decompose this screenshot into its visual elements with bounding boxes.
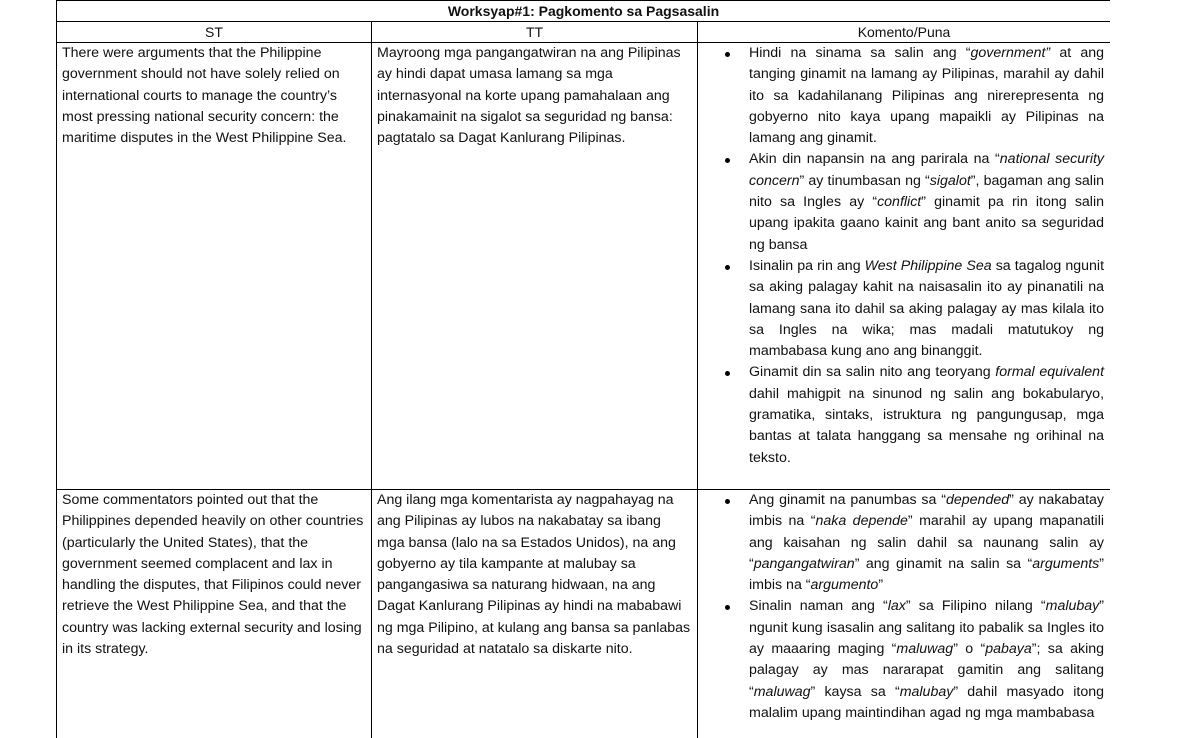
worksheet-page	[56, 0, 1110, 738]
column-header-komento: Komento/Puna	[698, 22, 1111, 43]
header-row	[57, 22, 1111, 43]
comment-text: Ang ginamit na panumbas sa “	[749, 492, 946, 508]
bullet-icon	[725, 499, 730, 504]
comment-text: ” sa Filipino nilang “	[905, 598, 1046, 615]
italic-term: sigalot	[929, 172, 971, 189]
target-text: Mayroong mga pangangatwiran na ang Pilipinas ay hindi dapat umasa lamang sa mga internasyonal na korte upang pamahalaan ang pinakamainit na sigalot sa seguridad ng bansa: pagtatalo sa Dagat Kanlurang Pilipinas.	[377, 45, 681, 147]
worksheet-table	[56, 0, 1110, 738]
comment-text: Sinalin naman ang “	[749, 598, 888, 615]
comment-text: Akin din napansin na ang parirala na “	[749, 151, 1000, 168]
comment-text: ” ginamit pa rin itong salin upang ipakita gaano kainit ang bant anito sa seguridad ng bansa	[749, 194, 1105, 253]
comment-text: ” o “	[953, 641, 986, 658]
comment-text: Isinalin pa rin ang	[749, 257, 865, 274]
comment-text: sa tagalog ngunit sa aking palagay kahit na naisasalin ito ay pinanatili na lamang sana ito dahil sa aking palagay ay mas kilala ito sa Ingles na wika; mas madali matutukoy ng mambabasa kung ano ang binanggit.	[749, 257, 1105, 360]
comment-item	[749, 362, 1104, 468]
comment-item	[749, 43, 1104, 149]
italic-term: argumento	[810, 577, 879, 594]
italic-term: naka depende	[815, 513, 908, 530]
bullet-icon	[725, 371, 730, 376]
comment-text: ” kaysa sa “	[810, 683, 900, 700]
comment-item	[749, 149, 1104, 255]
italic-term: depended	[946, 492, 1010, 508]
st-cell	[57, 43, 372, 490]
italic-term: conflict	[877, 194, 922, 211]
italic-term: government”	[970, 45, 1051, 61]
comment-item	[749, 490, 1104, 596]
italic-term: West Philippine Sea	[864, 257, 992, 274]
comment-item	[749, 596, 1104, 724]
comment-text: ” marahil ay upang mapanatili ang kaisahan ng salin dahil sa naunang salin ay “	[749, 513, 1105, 572]
comment-list	[698, 43, 1104, 469]
target-text: Ang ilang mga komentarista ay nagpahayag na ang Pilipinas ay lubos na nakabatay sa ibang mga bansa (lalo na sa Estados Unidos), na ang gobyerno ay tila kampante at malubay sa pangangasiwa sa naturang hidwaan, na ang Dagat Kanlurang Pilipinas ay hindi na mababawi ng mga Pilipino, at kulang ang bansa sa panlabas na seguridad at natatalo sa diskarte nito.	[377, 492, 691, 658]
bullet-icon	[725, 605, 730, 610]
document-title: Worksyap#1: Pagkomento sa Pagsasalin	[57, 1, 1111, 22]
bullet-icon	[725, 265, 730, 270]
italic-term: malubay	[1045, 598, 1100, 615]
st-cell	[57, 490, 372, 738]
tt-cell	[372, 43, 698, 490]
table-row	[57, 43, 1111, 490]
bullet-icon	[725, 158, 730, 163]
source-text: Some commentators pointed out that the Philippines depended heavily on other countries (particularly the United States), that the government seemed complacent and lax in handling the disputes, that Filipinos could never retrieve the West Philippine Sea, and that the country was lacking external security and losing in its strategy.	[62, 492, 364, 658]
comment-text: at ang tanging ginamit na lamang ay Pilipinas, marahil ay dahil ito sa kadahilanang Pilipinas ang nirerepresenta ng gobyerno nito kaya upang mapaikli ay Pilipinas na lamang ang ginamit.	[749, 45, 1105, 147]
comment-text: dahil mahigpit na sinunod ng salin ang bokabularyo, gramatika, sintaks, istruktura ng pangungusap, mga bantas at talata hanggang sa mensahe ng orihinal na teksto.	[749, 385, 1105, 466]
table-row	[57, 490, 1111, 738]
italic-term: pabaya	[985, 641, 1032, 658]
comment-text: ”, bagaman ang salin nito sa Ingles ay “	[749, 172, 1104, 211]
comment-text: ” ay nakabatay imbis na “	[749, 492, 1105, 530]
tt-cell	[372, 490, 698, 738]
column-header-st: ST	[57, 22, 372, 43]
italic-term: national security concern	[749, 151, 1105, 189]
italic-term: lax	[887, 598, 906, 615]
comment-text: ”	[878, 577, 884, 594]
comment-text: ” imbis na “	[749, 555, 1105, 594]
comment-text: ” ngunit kung isasalin ang salitang ito pabalik sa Ingles ito ay maaaring maging “	[749, 598, 1105, 658]
column-header-tt: TT	[372, 22, 698, 43]
italic-term: pangangatwiran	[753, 555, 855, 572]
comment-text: ”; sa aking palagay ay mas nararapat gamitin ang salitang “	[749, 641, 1105, 700]
source-text: There were arguments that the Philippine government should not have solely relied on international courts to manage the country’s most pressing national security concern: the maritime disputes in the West Philippine Sea.	[62, 45, 347, 147]
comment-text: ” dahil masyado itong malalim upang maintindihan agad ng mga mambabasa	[749, 683, 1105, 721]
comment-text: Hindi na sinama sa salin ang “	[749, 45, 971, 61]
italic-term: formal equivalent	[995, 364, 1105, 381]
title-row	[57, 1, 1111, 22]
komento-cell	[698, 43, 1111, 490]
italic-term: maluwag	[753, 683, 811, 700]
comment-text: Ginamit din sa salin nito ang teoryang	[749, 364, 996, 381]
comment-text: ” ay tinumbasan ng “	[799, 172, 930, 189]
bullet-icon	[725, 52, 730, 57]
komento-cell	[698, 490, 1111, 738]
comment-item	[749, 256, 1104, 362]
italic-term: arguments	[1032, 555, 1100, 572]
italic-term: malubay	[899, 683, 954, 700]
comment-text: ” ang ginamit na salin sa “	[854, 555, 1033, 572]
italic-term: maluwag	[896, 641, 954, 658]
comment-list	[698, 490, 1104, 724]
